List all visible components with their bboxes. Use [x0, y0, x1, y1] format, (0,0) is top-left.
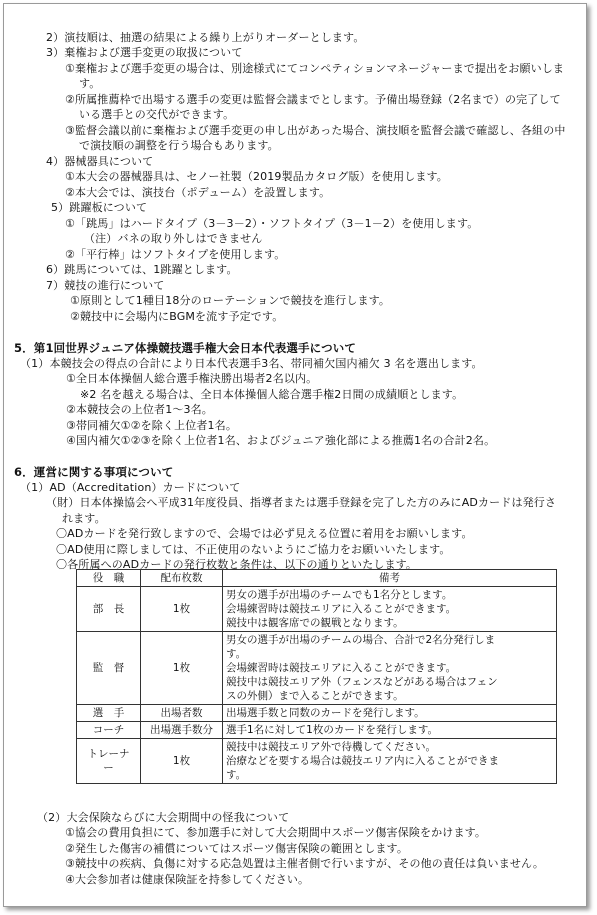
apparatus-item-2: ②本大会では、演技台（ポデューム）を設置します。 [65, 186, 331, 199]
note-line: 競技中は競技エリア外で待機してください。 [226, 741, 436, 753]
notes-cell [223, 632, 557, 705]
ad-card-eligibility: （財）日本体操協会へ平成31年度役員、指導者または選手登録を完了した方のみにADカードは発行さ [46, 496, 557, 509]
springboard-item-2: ②「平行棒」はソフトタイプを使用します。 [65, 248, 286, 261]
apparatus-item-1: ①本大会の器械器具は、セノー社製（2019製品カタログ版）を使用します。 [65, 170, 448, 183]
role-cell: コーチ [77, 722, 141, 739]
withdrawal-item-1-cont: す。 [79, 77, 101, 90]
note-line: 会場練習時は競技エリアに入ることができます。 [226, 662, 457, 674]
progress-item-2: ②競技中に会場内にBGMを流す予定です。 [70, 310, 284, 323]
note-line: 出場選手数と同数のカードを発行します。 [226, 707, 425, 719]
insurance-item-3: ③競技中の疾病、負傷に対する応急処置は主催者側で行いますが、その他の責任は負いません。 [65, 857, 544, 870]
heading-withdrawal-substitution: 3）棄権および選手変更の取扱について [46, 46, 243, 59]
table-row [77, 739, 557, 784]
selection-item-2: ②本競技会の上位者1～3名。 [66, 403, 213, 416]
role-cell: 部 長 [77, 587, 141, 632]
heading-springboard: 5）跳躍板について [51, 201, 148, 214]
notes-cell [223, 705, 557, 722]
selection-item-1-note: ※2 名を越える場合は、全日本体操個人総合選手権2日間の成績順とします。 [80, 388, 464, 401]
count-cell: 1枚 [141, 587, 223, 632]
header-role: 役 職 [77, 570, 141, 587]
role-text-cont: ー [103, 762, 114, 774]
selection-item-3: ③帯同補欠①②を除く上位者1名。 [66, 419, 237, 432]
ad-card-rule-3: 〇各所属へのADカードの発行枚数と条件は、以下の通りといたします。 [56, 558, 418, 571]
note-line: 選手1名に対して1枚のカードを発行します。 [226, 724, 439, 736]
note-line: 会場練習時は競技エリアに入ることができます。 [226, 603, 457, 615]
count-cell: 出場者数 [141, 705, 223, 722]
insurance-item-2: ②発生した傷害の補償についてはスポーツ傷害保険の範囲とします。 [65, 842, 408, 855]
springboard-item-1: ①「跳馬」はハードタイプ（3－3－2）・ソフトタイプ（3－1－2）を使用します。 [65, 217, 479, 230]
count-cell: 1枚 [141, 739, 223, 784]
note-line: 競技中は観客席での観戦となります。 [226, 617, 404, 629]
table-header-row [77, 570, 557, 587]
notes-cell [223, 722, 557, 739]
role-text: トレーナ [87, 748, 130, 760]
insurance-item-4: ④大会参加者は健康保険証を持参してください。 [65, 873, 310, 886]
notes-cell [223, 739, 557, 784]
withdrawal-item-3: ③監督会議以前に棄権および選手変更の申し出があった場合、演技順を監督会議で確認し、各組の中 [65, 124, 566, 137]
withdrawal-item-3-cont: で演技順の調整を行う場合もあります。 [79, 139, 279, 152]
note-line: 男女の選手が出場のチームの場合、合計で2名分発行しま [226, 634, 496, 646]
ad-card-rule-2: 〇AD使用に際しましては、不正使用のないようにご協力をお願いいたします。 [56, 543, 451, 556]
header-count: 配布枚数 [141, 570, 223, 587]
count-cell: 出場選手数分 [141, 722, 223, 739]
table-row [77, 632, 557, 705]
withdrawal-item-2: ②所属推薦枠で出場する選手の変更は監督会議までとします。予備出場登録（2名まで）の完了して [65, 93, 561, 106]
role-cell: 監 督 [77, 632, 141, 705]
ad-card-rule-1: 〇ADカードを発行致しますので、会場では必ず見える位置に着用をお願いします。 [56, 527, 473, 540]
ad-card-table [76, 569, 557, 784]
ad-card-eligibility-cont: れます。 [62, 512, 106, 525]
table-row [77, 587, 557, 632]
note-line: スの外側）まで入ることができます。 [226, 690, 404, 702]
table-row [77, 705, 557, 722]
section-6-heading: 6．運営に関する事項について [14, 465, 174, 479]
role-cell: 選 手 [77, 705, 141, 722]
selection-item-4: ④国内補欠①②③を除く上位者1名、およびジュニア強化部による推薦1名の合計2名。 [66, 434, 496, 447]
springboard-note: （注）バネの取り外しはできません [84, 232, 263, 245]
selection-item-1: ①全日本体操個人総合選手権決勝出場者2名以内。 [66, 372, 318, 385]
count-cell: 1枚 [141, 632, 223, 705]
section-5-heading: 5．第1回世界ジュニア体操競技選手権大会日本代表選手について [14, 341, 357, 355]
note-line: す。 [226, 648, 247, 660]
note-line: 競技中は競技エリア外（フェンスなどがある場合はフェン [226, 676, 498, 688]
note-line: す。 [226, 769, 247, 781]
rule-vault-jumps: 6）跳馬については、1跳躍とします。 [46, 263, 238, 276]
table-row [77, 722, 557, 739]
ad-card-heading: （1）AD（Accreditation）カードについて [20, 481, 241, 494]
withdrawal-item-2-cont: いる選手との交代ができます。 [79, 108, 235, 121]
notes-cell [223, 587, 557, 632]
selection-intro: （1）本競技会の得点の合計により日本代表選手3名、帯同補欠国内補欠 3 名を選出します。 [20, 357, 483, 370]
rule-performance-order: 2）演技順は、抽選の結果による繰り上がりオーダーとします。 [46, 31, 365, 44]
insurance-item-1: ①協会の費用負担にて、参加選手に対して大会期間中スポーツ傷害保険をかけます。 [65, 826, 487, 839]
withdrawal-item-1: ①棄権および選手変更の場合は、別途様式にてコンペティションマネージャーまで提出をお願いしま [65, 62, 565, 75]
note-line: 治療などを要する場合は競技エリア内に入ることができま [226, 755, 499, 767]
note-line: 男女の選手が出場のチームでも1名分とします。 [226, 589, 453, 601]
heading-apparatus: 4）器械器具について [46, 155, 154, 168]
role-cell [77, 739, 141, 784]
insurance-heading: （2）大会保険ならびに大会期間中の怪我について [37, 811, 290, 824]
progress-item-1: ①原則として1種目18分のローテーションで競技を進行します。 [70, 294, 391, 307]
header-notes: 備考 [223, 570, 557, 587]
heading-competition-progress: 7）競技の進行について [46, 279, 165, 292]
